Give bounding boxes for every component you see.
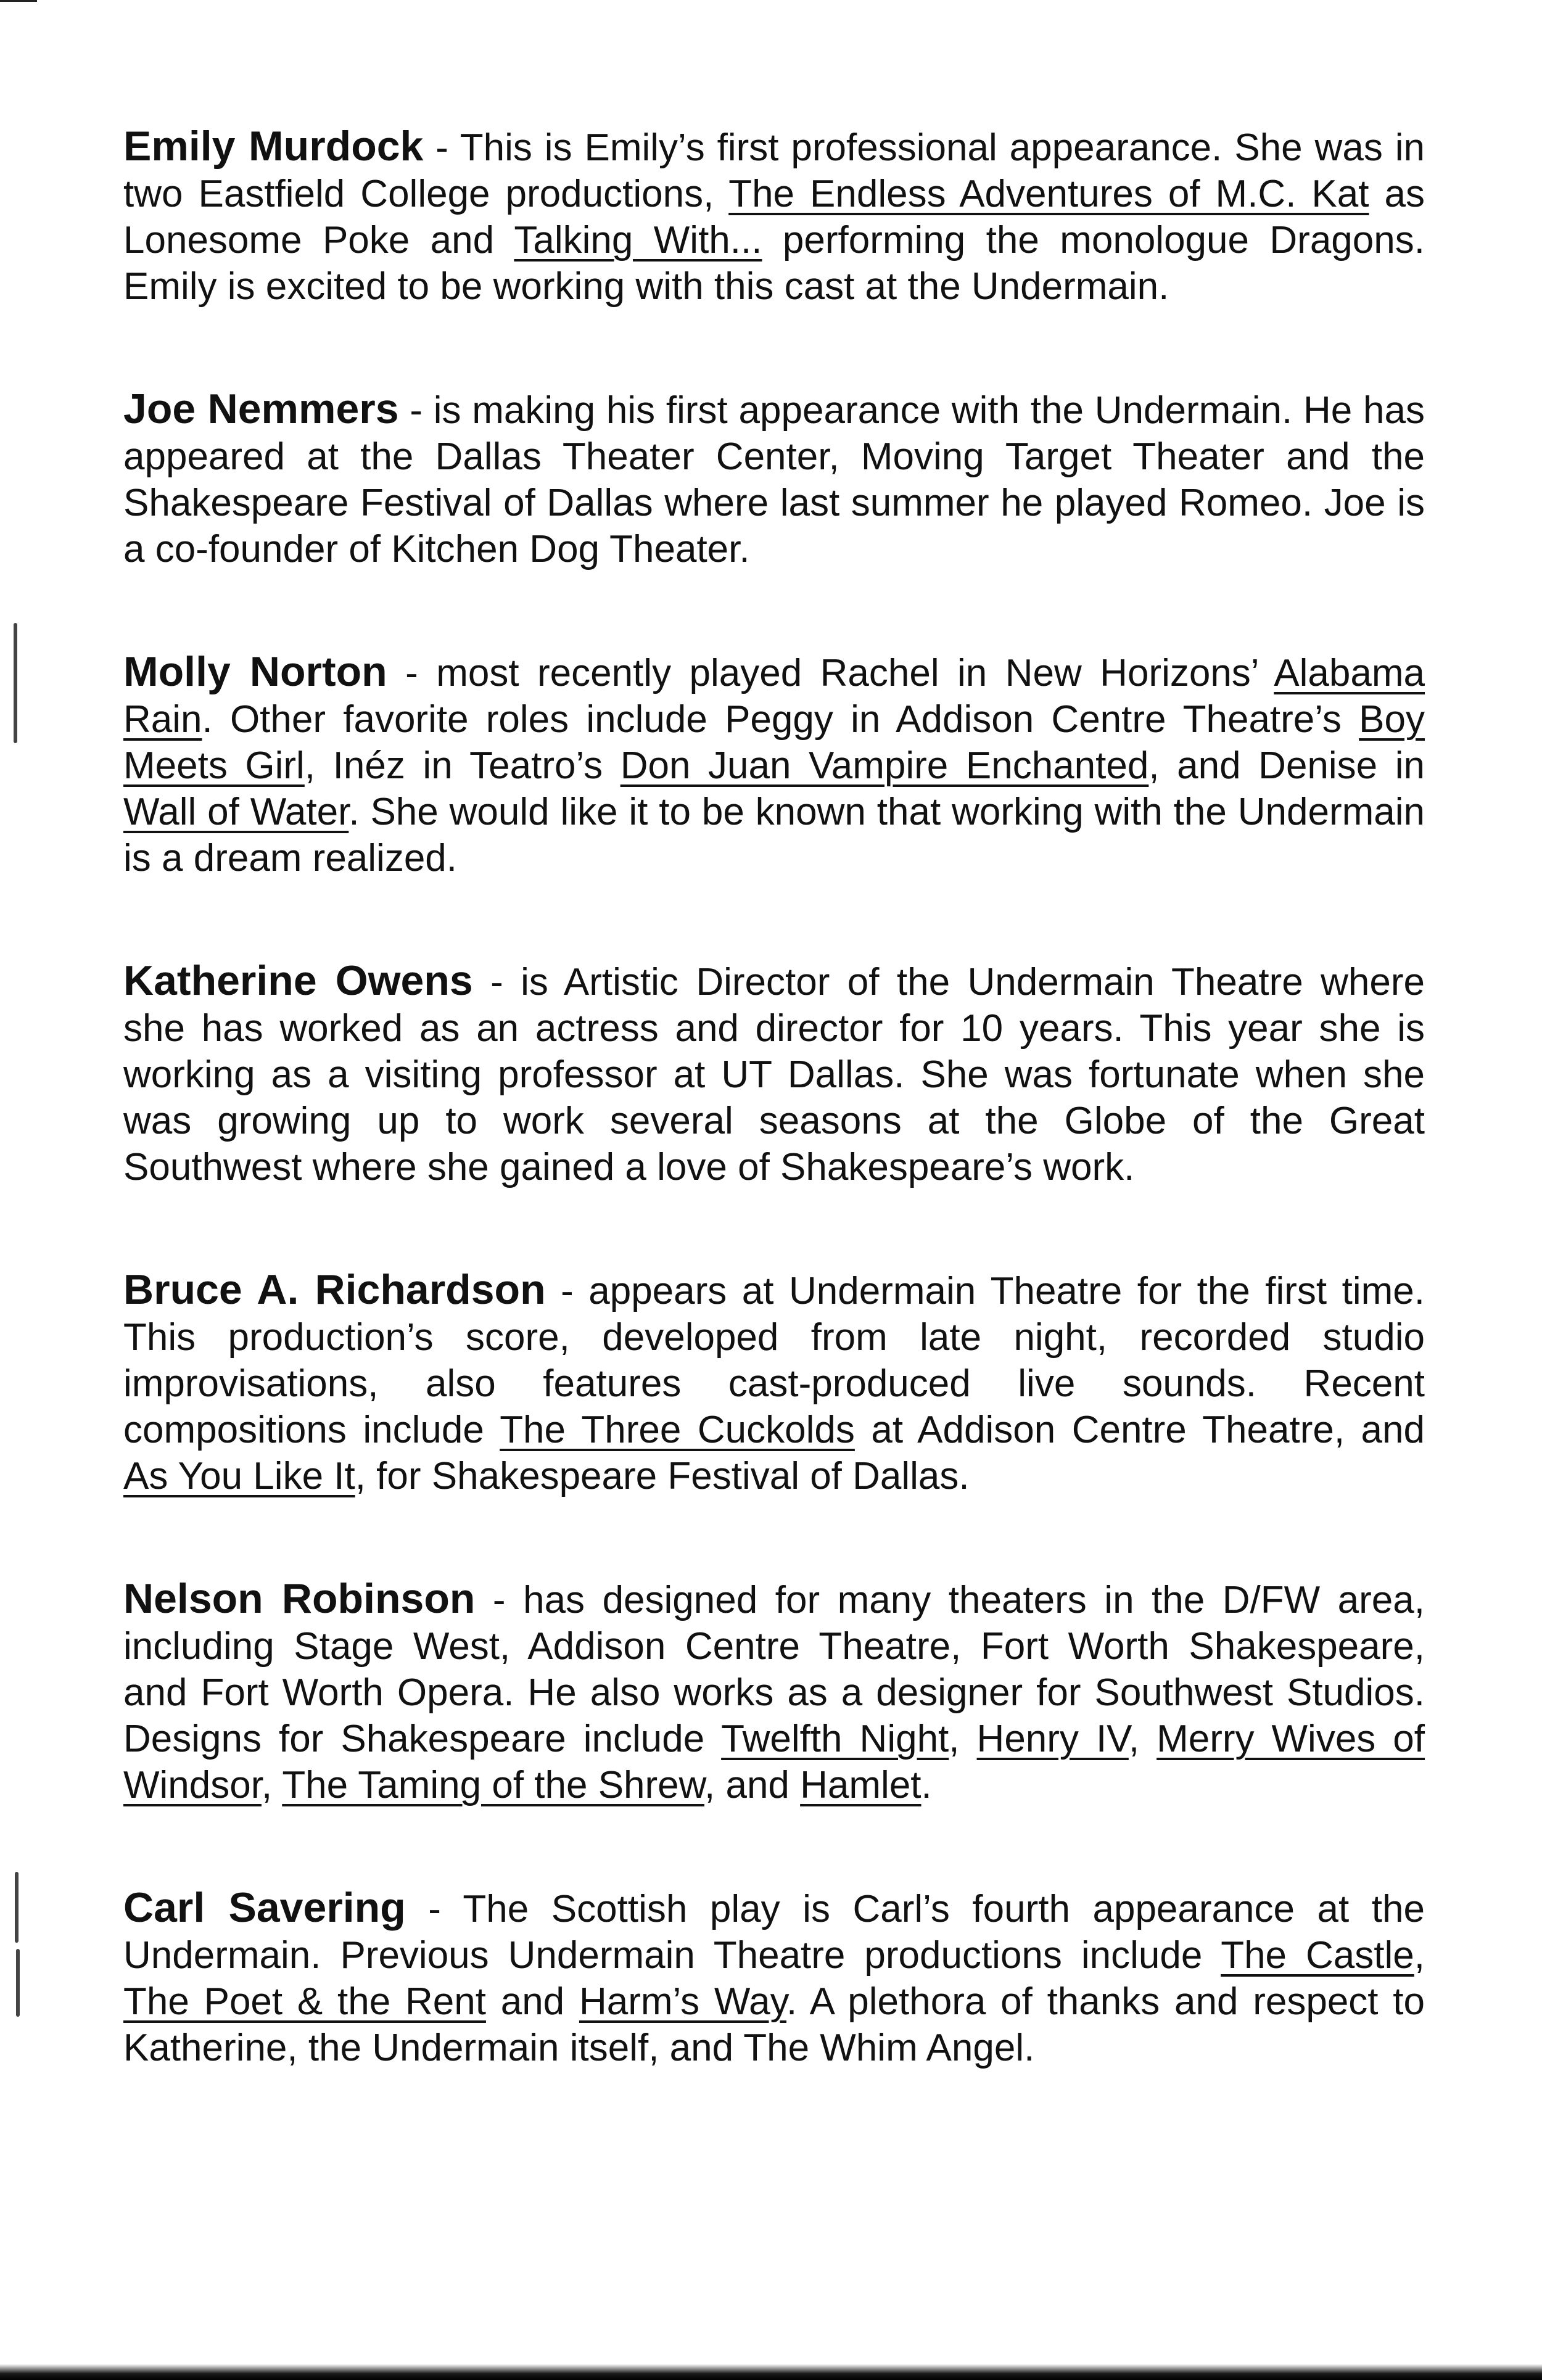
work-title: Twelfth Night <box>721 1718 949 1760</box>
binding-mark-upper <box>14 623 17 743</box>
work-title: Boy Meets Girl <box>123 698 1425 787</box>
bio-text: - The Scottish play is Carl’s fourth appearance at the Undermain. Previous Undermain Theatre productions include <box>123 1888 1425 1977</box>
work-title: The Taming of the Shrew <box>282 1764 705 1806</box>
bio-katherine-owens <box>123 958 1425 1190</box>
bio-text: , and Denise in <box>1148 744 1425 787</box>
work-title: The Endless Adventures of M.C. Kat <box>728 173 1369 215</box>
bio-text: - most recently played Rachel in New Horizons’ <box>387 652 1274 694</box>
bio-molly-norton <box>123 649 1425 881</box>
bio-text: performing the monologue Dragons. Emily is excited to be working with this cast at the Undermain. <box>123 219 1425 308</box>
scan-top-rule <box>0 0 37 2</box>
bio-nelson-robinson <box>123 1576 1425 1808</box>
bio-carl-savering <box>123 1885 1425 2071</box>
work-title: Don Juan Vampire Enchanted <box>620 744 1149 787</box>
bio-text: - has designed for many theaters in the D/FW area, including Stage West, Addison Centre Theatre, Fort Worth Shakespeare, and Fort Worth Opera. He also works as a designer for Southwest Studios. Designs for Shakespeare include <box>123 1579 1425 1760</box>
bio-emily-murdock <box>123 123 1425 310</box>
bio-text: , <box>1128 1718 1157 1760</box>
bio-text: - This is Emily’s first professional appearance. She was in two Eastfield College productions, <box>123 126 1425 215</box>
person-name: Katherine Owens <box>123 957 473 1004</box>
bio-text: . A plethora of thanks and respect to Katherine, the Undermain itself, and The Whim Angel. <box>123 1980 1425 2069</box>
bio-text: . She would like it to be known that working with the Undermain is a dream realized. <box>123 791 1425 879</box>
bio-text: - is making his first appearance with the Undermain. He has appeared at the Dallas Theater Center, Moving Target Theater and the Shakespeare Festival of Dallas where last summer he played Romeo. Joe is a co-founder of Kitchen Dog Theater. <box>123 389 1425 570</box>
bios-page <box>123 123 1425 2147</box>
work-title: Henry IV <box>976 1718 1129 1760</box>
work-title: Wall of Water <box>123 791 349 833</box>
bio-text: at Addison Centre Theatre, and <box>854 1409 1425 1451</box>
person-name: Joe Nemmers <box>123 385 399 432</box>
work-title: Merry Wives of Windsor <box>123 1718 1425 1806</box>
work-title: The Three Cuckolds <box>500 1409 855 1451</box>
bio-text: , for Shakespeare Festival of Dallas. <box>355 1455 970 1497</box>
work-title: Talking With... <box>514 219 762 261</box>
bio-bruce-a-richardson <box>123 1267 1425 1499</box>
binding-mark-lower-2 <box>16 1949 20 2017</box>
bio-text: , <box>949 1718 977 1760</box>
bio-text: - is Artistic Director of the Undermain Theatre where she has worked as an actress and director for 10 years. This year she is working as a visiting professor at UT Dallas. She was fortunate when she was growing up to work several seasons at the Globe of the Great Southwest where she gained a love of Shakespeare’s work. <box>123 961 1425 1188</box>
person-name: Bruce A. Richardson <box>123 1266 546 1313</box>
bio-text: , Inéz in Teatro’s <box>304 744 621 787</box>
bio-text: , and <box>704 1764 801 1806</box>
bio-text: - appears at Undermain Theatre for the first time. This production’s score, developed from late night, recorded studio improvisations, also features cast-produced live sounds. Recent compositions include <box>123 1270 1425 1451</box>
work-title: The Poet & the Rent <box>123 1980 486 2023</box>
work-title: Harm’s Way <box>579 1980 787 2023</box>
binding-mark-lower-1 <box>15 1872 19 1943</box>
person-name: Carl Savering <box>123 1884 406 1931</box>
person-name: Molly Norton <box>123 648 387 695</box>
bio-text: . <box>921 1764 932 1806</box>
bio-text: . Other favorite roles include Peggy in Addison Centre Theatre’s <box>202 698 1359 741</box>
work-title: Hamlet <box>800 1764 921 1806</box>
scan-bottom-edge <box>0 2364 1542 2380</box>
bio-text: , <box>1414 1934 1425 1977</box>
person-name: Nelson Robinson <box>123 1575 476 1622</box>
person-name: Emily Murdock <box>123 123 424 170</box>
bio-text: as Lonesome Poke and <box>123 173 1425 261</box>
work-title: The Castle <box>1221 1934 1414 1977</box>
work-title: As You Like It <box>123 1455 355 1497</box>
bio-joe-nemmers <box>123 386 1425 572</box>
bio-text: and <box>485 1980 579 2023</box>
bio-text: , <box>261 1764 282 1806</box>
work-title: Alabama Rain <box>123 652 1425 741</box>
